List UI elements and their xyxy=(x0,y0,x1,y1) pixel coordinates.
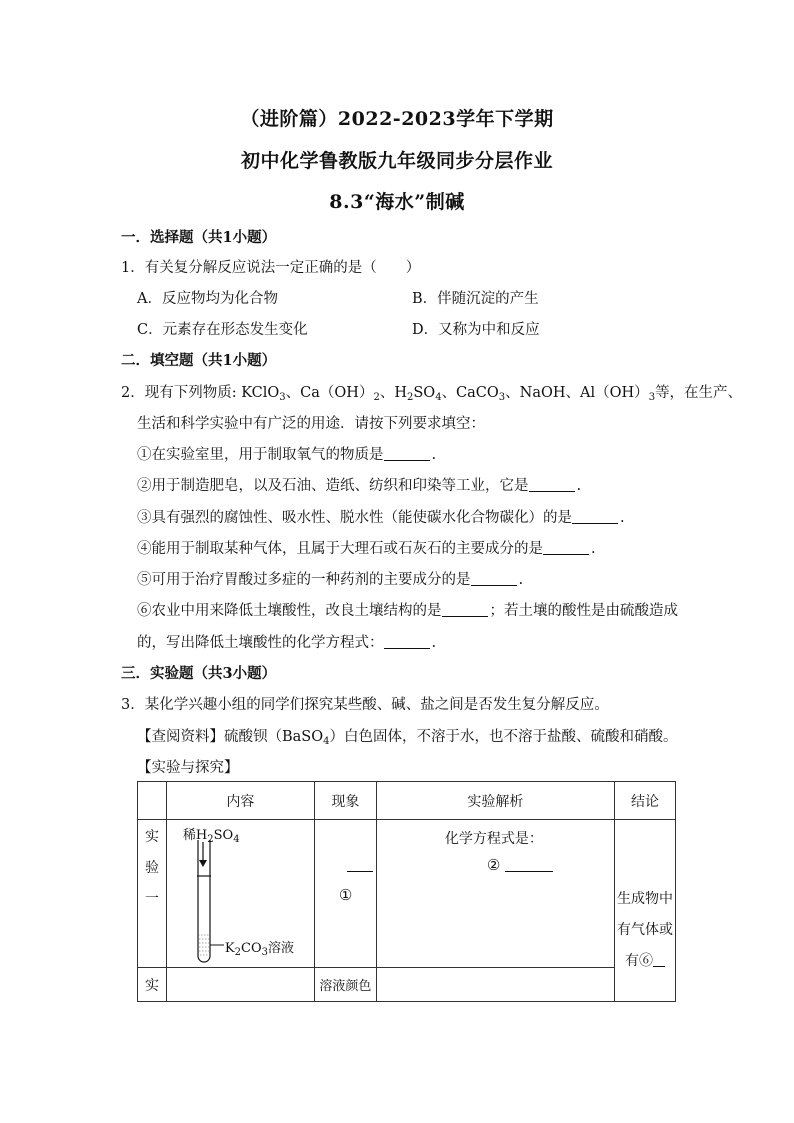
question-2-item-3: ③具有强烈的腐蚀性、吸水性、脱水性（能使碳水化合物碳化）的是 . xyxy=(137,510,625,526)
question-2-item-6-cont: 的，写出降低土壤酸性的化学方程式： . xyxy=(137,635,437,651)
question-2-item-1: ①在实验室里，用于制取氧气的物质是 . xyxy=(137,447,437,463)
answer-blank[interactable] xyxy=(384,446,430,461)
table-row-experiment-2 xyxy=(138,968,676,1002)
arrow-down-icon xyxy=(199,842,207,867)
reagent-dilute-sulfuric-acid: 稀$H_2SO_4$ xyxy=(182,828,240,845)
table-header-row xyxy=(138,782,676,820)
question-3-stem: 3．某化学兴趣小组的同学们探究某些酸、碱、盐之间是否发生复分解反应。 xyxy=(121,697,609,713)
experiment-1-label: 实 验 一 xyxy=(138,820,167,968)
question-2-item-6: ⑥农业中用来降低土壤酸性，改良土壤结构的是 ；若土壤的酸性是由硫酸造成 xyxy=(137,603,678,619)
table-header-phenomenon: 现象 xyxy=(314,782,376,820)
table-header-analysis: 实验解析 xyxy=(376,782,614,820)
answer-blank[interactable] xyxy=(347,871,373,872)
question-3-reference: 【查阅资料】硫酸钡（BaSO$_4$）白色固体，不溶于水，也不溶于盐酸、硫酸和硝酸。 xyxy=(137,729,678,747)
section-3-heading: 三．实验题（共3小题） xyxy=(121,665,277,682)
question-1-option-d[interactable]: D．又称为中和反应 xyxy=(412,322,540,338)
table-header-blank xyxy=(138,782,167,820)
experiment-2-analysis xyxy=(376,968,614,1002)
answer-blank[interactable] xyxy=(505,871,553,872)
reagent-potassium-carbonate: $K_2CO_3$溶液 xyxy=(224,941,294,958)
experiment-2-phenomenon: 溶液颜色 xyxy=(314,968,376,1002)
title-line-1: （进阶篇）2022-2023学年下学期 xyxy=(240,108,554,130)
question-2-item-2: ②用于制造肥皂，以及石油、造纸、纺织和印染等工业，它是 . xyxy=(137,478,582,494)
answer-blank[interactable] xyxy=(572,509,618,524)
answer-blank[interactable] xyxy=(529,477,575,492)
blank-marker-2: ② xyxy=(486,856,501,874)
experiment-table xyxy=(137,781,676,1002)
blank-marker-1: ① xyxy=(338,886,353,904)
experiment-1-analysis xyxy=(376,820,614,968)
table-header-conclusion: 结论 xyxy=(614,782,675,820)
experiment-conclusion: 生成物中 有气体或 有⑥ xyxy=(614,820,675,1002)
question-1-option-a[interactable]: A．反应物均为化合物 xyxy=(137,291,278,307)
answer-blank[interactable] xyxy=(442,602,488,617)
table-header-content: 内容 xyxy=(166,782,314,820)
answer-blank[interactable] xyxy=(384,634,430,649)
question-2-line-2: 生活和科学实验中有广泛的用途．请按下列要求填空： xyxy=(137,416,485,432)
answer-blank[interactable] xyxy=(471,571,517,586)
analysis-equation-label: 化学方程式是： xyxy=(444,831,543,847)
question-2-item-5: ⑤可用于治疗胃酸过多症的一种药剂的主要成分的是 . xyxy=(137,572,524,588)
test-tube-icon xyxy=(197,840,224,962)
answer-blank[interactable] xyxy=(543,540,589,555)
table-row-experiment-1 xyxy=(138,820,676,968)
question-1-stem: 1．有关复分解反应说法一定正确的是（ ） xyxy=(121,260,421,276)
question-1-option-b[interactable]: B．伴随沉淀的产生 xyxy=(412,291,539,307)
question-2-item-4: ④能用于制取某种气体，且属于大理石或石灰石的主要成分的是 . xyxy=(137,541,596,557)
section-1-heading: 一．选择题（共1小题） xyxy=(121,229,277,246)
experiment-1-phenomenon xyxy=(314,820,376,968)
question-1-option-c[interactable]: C．元素存在形态发生变化 xyxy=(137,322,308,338)
question-3-explore-label: 【实验与探究】 xyxy=(137,760,239,776)
section-2-heading: 二．填空题（共1小题） xyxy=(121,352,277,369)
question-2-stem: 2．现有下列物质: KClO$_3$、$Ca(OH)_2$、$H_2SO_4$、CaCO$_3$、NaOH、$Al(OH)_3$等，在生产、 xyxy=(121,385,743,403)
experiment-2-apparatus xyxy=(166,968,314,1002)
experiment-2-label: 实 xyxy=(138,968,167,1002)
title-line-3: 8.3“海水”制碱 xyxy=(329,191,465,213)
answer-blank[interactable] xyxy=(653,952,665,967)
title-line-2: 初中化学鲁教版九年级同步分层作业 xyxy=(240,150,553,172)
experiment-1-apparatus xyxy=(166,820,314,968)
